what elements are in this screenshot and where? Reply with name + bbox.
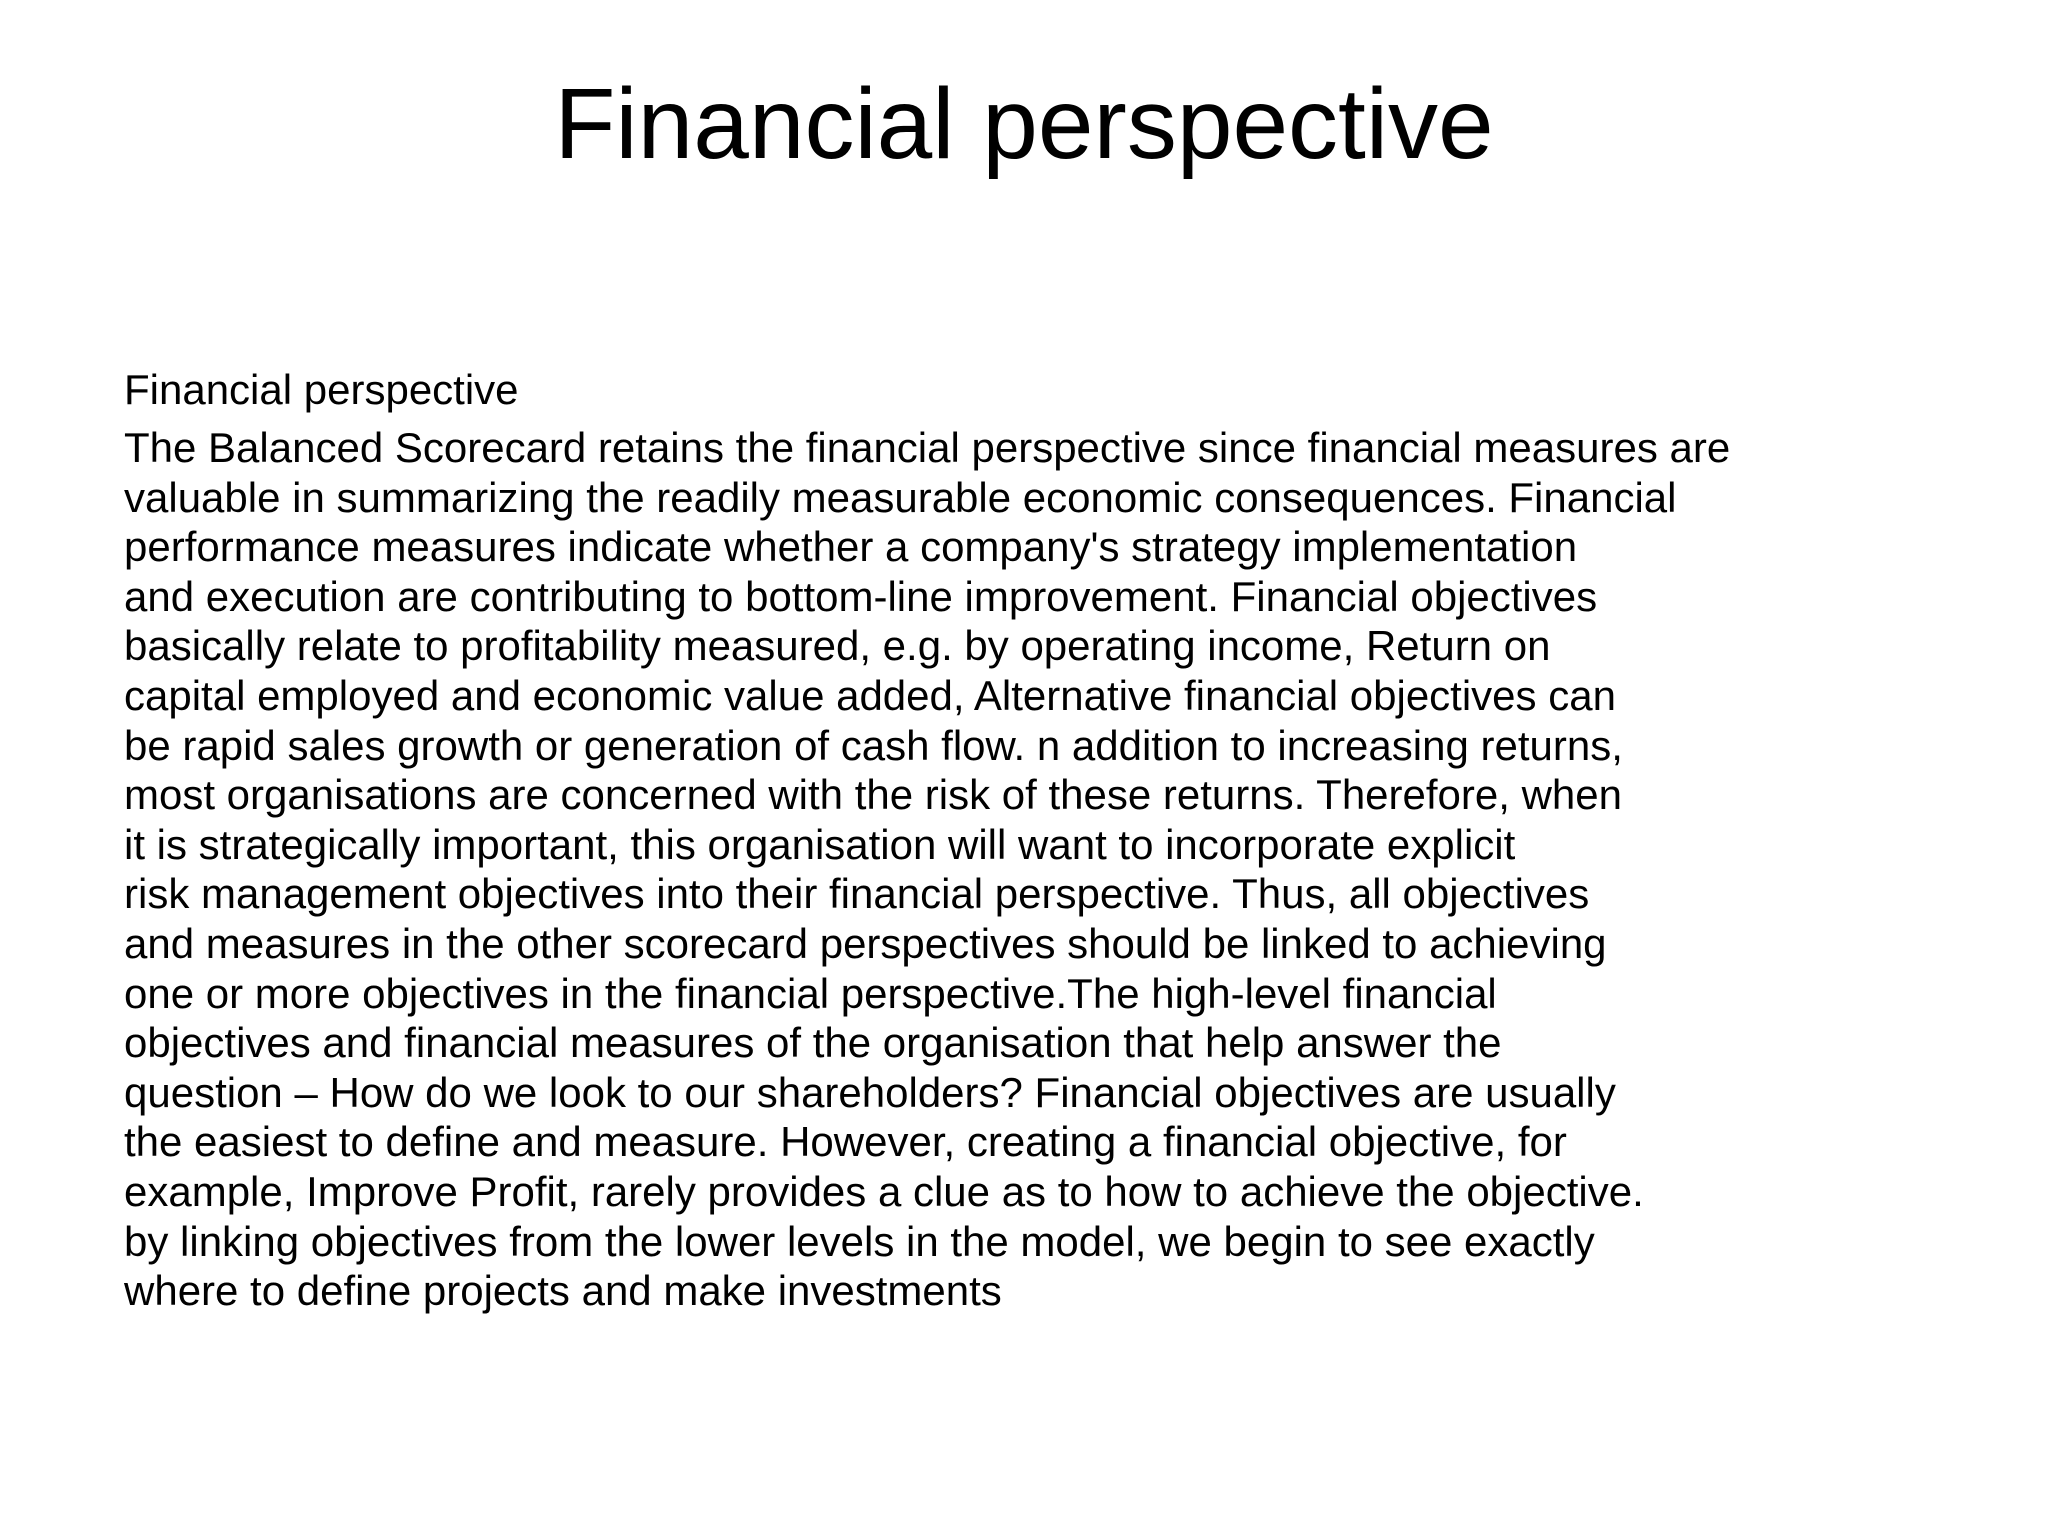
body-line: example, Improve Profit, rarely provides a clue as to how to achieve the objective. bbox=[124, 1167, 1644, 1215]
body-line: basically relate to profitability measured, e.g. by operating income, Return on bbox=[124, 622, 1551, 670]
body-line: and measures in the other scorecard perspectives should be linked to achieving bbox=[124, 919, 1607, 967]
body-line: risk management objectives into their financial perspective. Thus, all objectives bbox=[124, 870, 1590, 918]
body-line: and execution are contributing to bottom-line improvement. Financial objectives bbox=[124, 572, 1598, 620]
slide-title: Financial perspective bbox=[554, 68, 1494, 180]
body-line: valuable in summarizing the readily measurable economic consequences. Financial bbox=[124, 473, 1677, 521]
body-line: it is strategically important, this organisation will want to incorporate explicit bbox=[124, 820, 1516, 868]
body-line: question – How do we look to our shareholders? Financial objectives are usually bbox=[124, 1068, 1616, 1116]
body-line: where to define projects and make investments bbox=[124, 1267, 1002, 1315]
body-line: most organisations are concerned with the risk of these returns. Therefore, when bbox=[124, 771, 1622, 819]
body-line: by linking objectives from the lower levels in the model, we begin to see exactly bbox=[124, 1217, 1595, 1265]
body-line: The Balanced Scorecard retains the financial perspective since financial measures are bbox=[124, 424, 1731, 471]
body-line: capital employed and economic value added, Alternative financial objectives can bbox=[124, 671, 1616, 719]
body-line: the easiest to define and measure. However, creating a financial objective, for bbox=[124, 1118, 1567, 1166]
body-line: performance measures indicate whether a company's strategy implementation bbox=[124, 523, 1578, 571]
body-paragraph bbox=[124, 423, 1954, 1316]
body-line: be rapid sales growth or generation of cash flow. n addition to increasing returns, bbox=[124, 721, 1623, 769]
body-line: one or more objectives in the financial perspective.The high-level financial bbox=[124, 969, 1497, 1017]
slide-body bbox=[124, 363, 1954, 1328]
body-subheading: Financial perspective bbox=[124, 366, 519, 413]
body-line: objectives and financial measures of the organisation that help answer the bbox=[124, 1019, 1502, 1067]
